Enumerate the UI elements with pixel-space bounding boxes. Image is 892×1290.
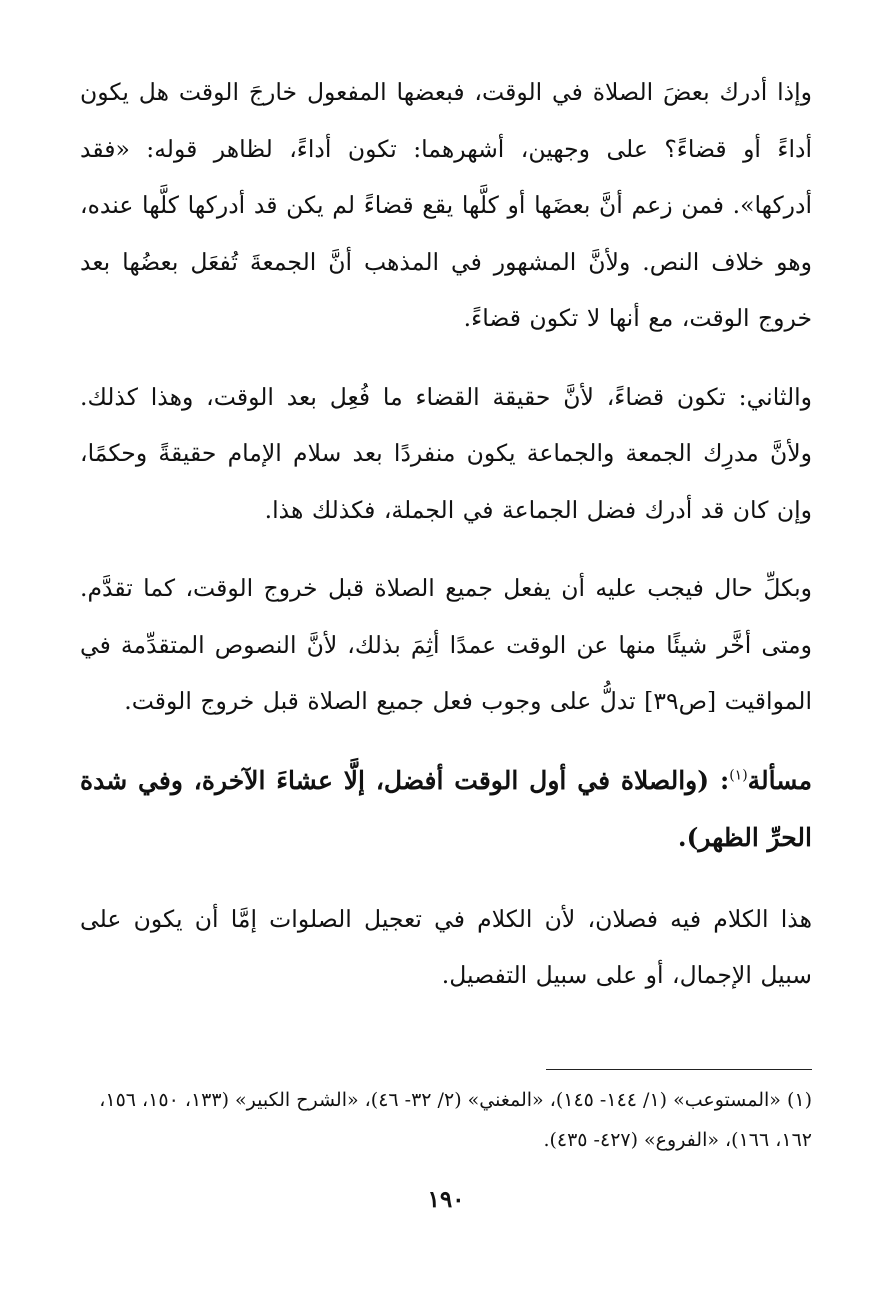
footnote: (١) «المستوعب» (١/ ١٤٤- ١٤٥)، «المغني» (٢/ ٣٢- ٤٦)، «الشرح الكبير» (١٣٣، ١٥٠، ١٥٦، ١٦٢، ١٦٦)، «الفروع» (٤٢٧- ٤٣٥).: [99, 1089, 812, 1151]
footnote-separator: [546, 1069, 812, 1070]
paragraph-2: والثاني: تكون قضاءً، لأنَّ حقيقة القضاء ما فُعِل بعد الوقت، وهذا كذلك. ولأنَّ مدرِك الجمعة والجماعة يكون منفردًا بعد سلام الإمام حقيقةً وحكمًا، وإن كان قد أدرك فضل الجماعة في الجملة، فكذلك هذا.: [80, 382, 812, 524]
paragraph-4: هذا الكلام فيه فصلان، لأن الكلام في تعجيل الصلوات إمَّا أن يكون على سبيل الإجمال، أو على سبيل التفصيل.: [80, 904, 812, 989]
masala-text: : (والصلاة في أول الوقت أفضل، إلَّا عشاءَ الآخرة، وفي شدة الحرِّ الظهر).: [80, 765, 812, 852]
page-number: ١٩٠: [427, 1186, 465, 1213]
masala-heading: [80, 752, 812, 866]
paragraph-1: وإذا أدرك بعضَ الصلاة في الوقت، فبعضها المفعول خارجَ الوقت هل يكون أداءً أو قضاءً؟ على وجهين، أشهرهما: تكون أداءً، لظاهر قوله: «فقد أدركها». فمن زعم أنَّ بعضَها أو كلَّها يقع قضاءً لم يكن قد أدركها كلَّها عنده، وهو خلاف النص. ولأنَّ المشهور في المذهب أنَّ الجمعةَ تُفعَل بعضُها بعد خروج الوقت، مع أنها لا تكون قضاءً.: [80, 78, 812, 332]
masala-label: مسألة: [747, 765, 812, 795]
paragraph-3: وبكلِّ حال فيجب عليه أن يفعل جميع الصلاة قبل خروج الوقت، كما تقدَّم. ومتى أخَّر شيئًا منها عن الوقت عمدًا أثِمَ بذلك، لأنَّ النصوص المتقدِّمة في المواقيت [ص٣٩] تدلُّ على وجوب فعل جميع الصلاة قبل خروج الوقت.: [80, 574, 812, 715]
footnote-reference: (١): [729, 767, 748, 784]
